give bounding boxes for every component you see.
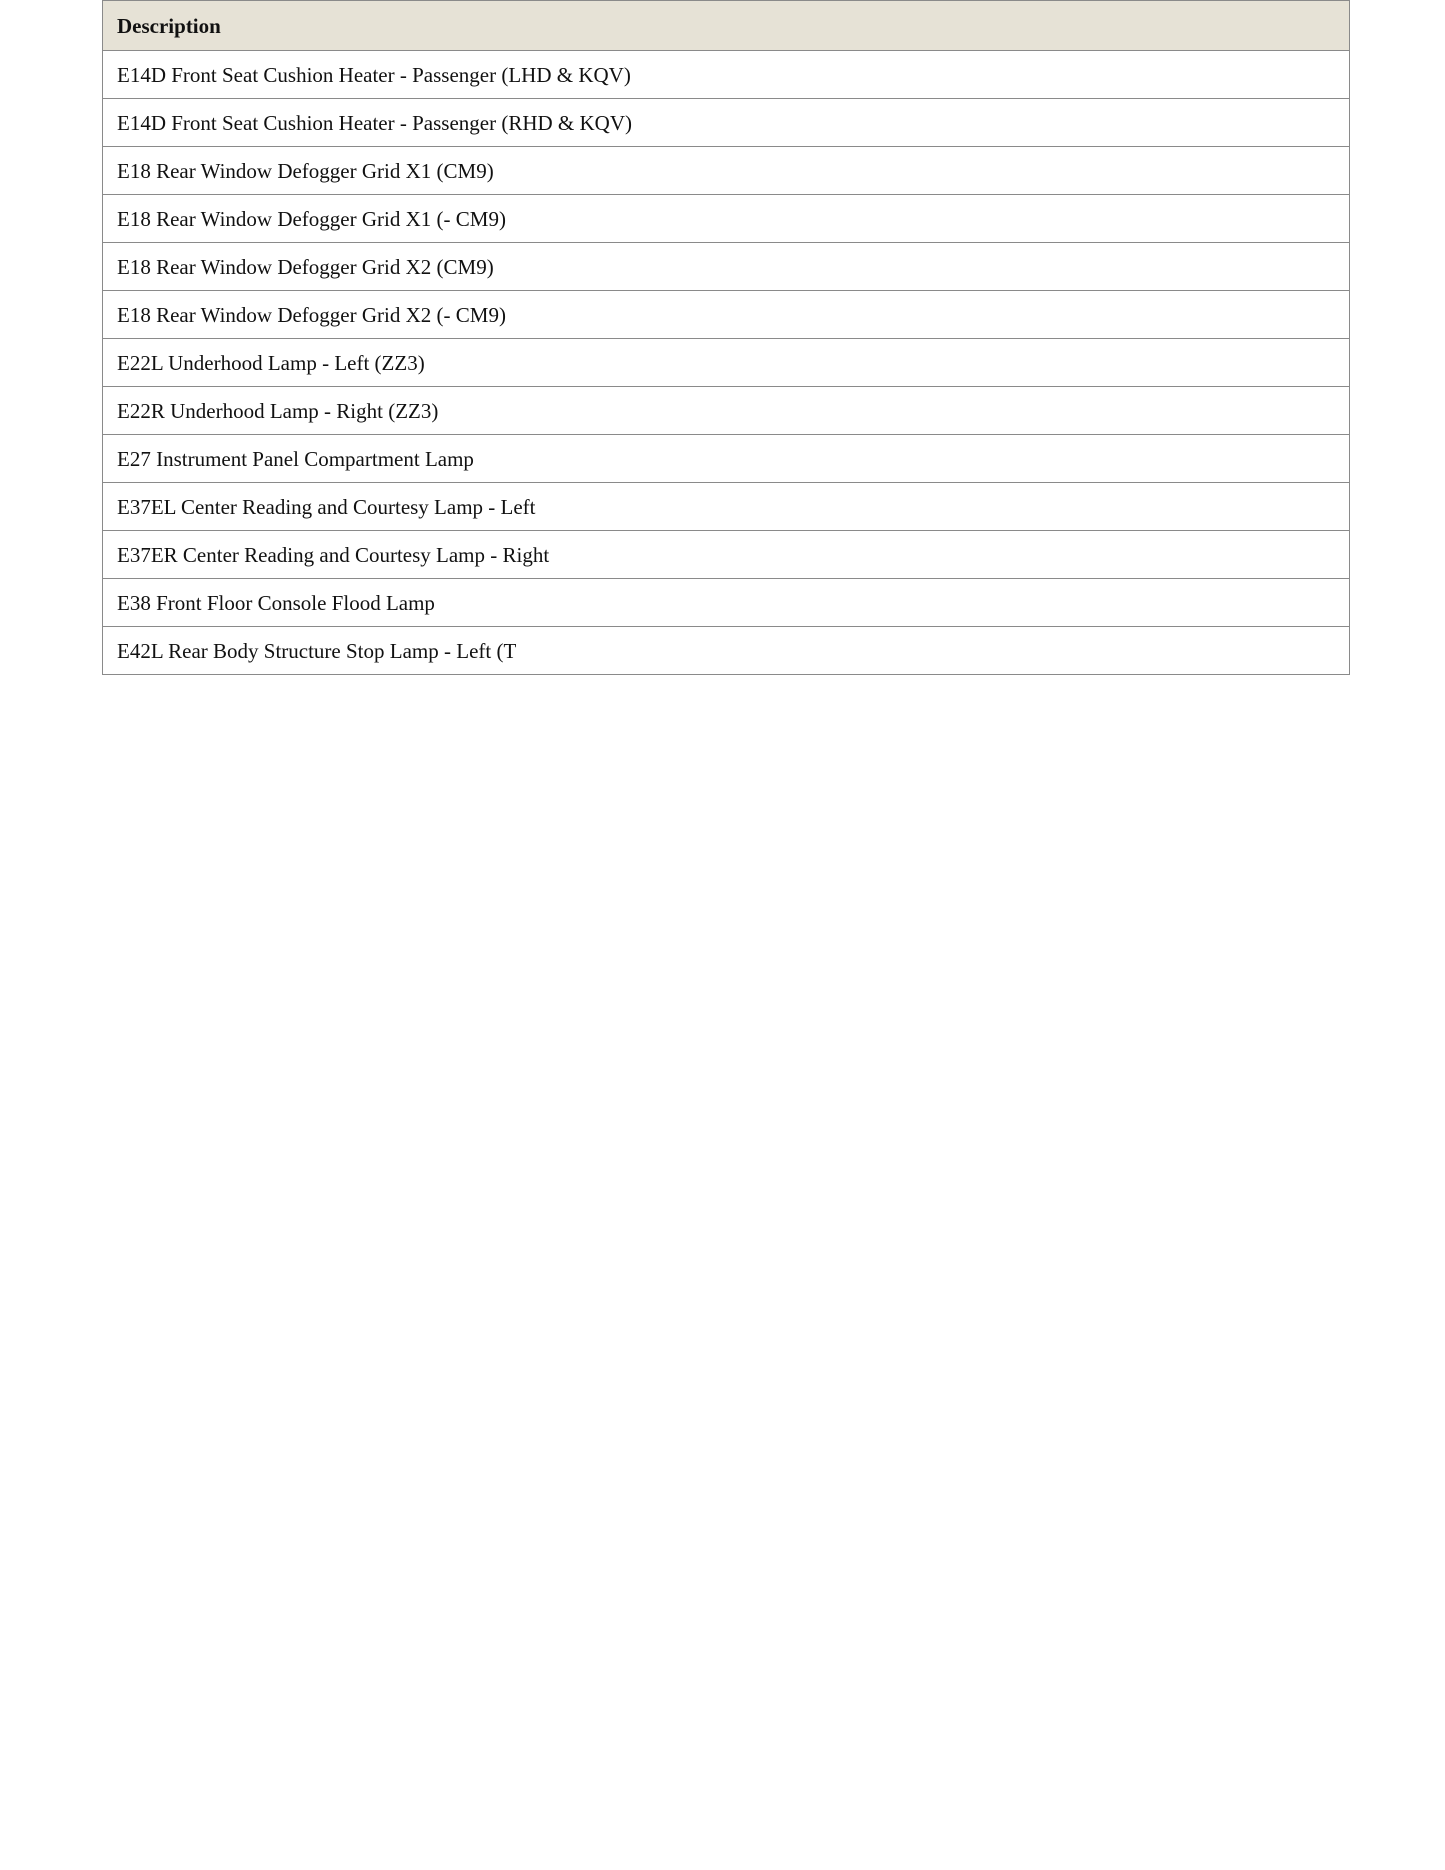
table-row [103,243,1350,291]
table-row [103,51,1350,99]
table-cell: E37EL Center Reading and Courtesy Lamp - Left [103,483,1350,531]
table-row [103,435,1350,483]
table-cell: E22L Underhood Lamp - Left (ZZ3) [103,339,1350,387]
table-row [103,291,1350,339]
table-row [103,99,1350,147]
table-row [103,387,1350,435]
table-cell: E22R Underhood Lamp - Right (ZZ3) [103,387,1350,435]
table-header-row [103,1,1350,51]
table-cell: E27 Instrument Panel Compartment Lamp [103,435,1350,483]
table-cell: E18 Rear Window Defogger Grid X1 (CM9) [103,147,1350,195]
table-row [103,147,1350,195]
column-header-description: Description [103,1,1350,51]
table-cell: E42L Rear Body Structure Stop Lamp - Left (T [103,627,1350,675]
table-row [103,627,1350,675]
table-cell: E38 Front Floor Console Flood Lamp [103,579,1350,627]
table-cell: E14D Front Seat Cushion Heater - Passenger (LHD & KQV) [103,51,1350,99]
table-cell: E18 Rear Window Defogger Grid X1 (- CM9) [103,195,1350,243]
table-cell: E14D Front Seat Cushion Heater - Passenger (RHD & KQV) [103,99,1350,147]
table-cell: E37ER Center Reading and Courtesy Lamp - Right [103,531,1350,579]
table-row [103,483,1350,531]
description-table [102,0,1350,675]
table-row [103,531,1350,579]
table-cell: E18 Rear Window Defogger Grid X2 (CM9) [103,243,1350,291]
table-row [103,195,1350,243]
table-cell: E18 Rear Window Defogger Grid X2 (- CM9) [103,291,1350,339]
table-row [103,579,1350,627]
table-row [103,339,1350,387]
description-table-container [102,0,1350,675]
